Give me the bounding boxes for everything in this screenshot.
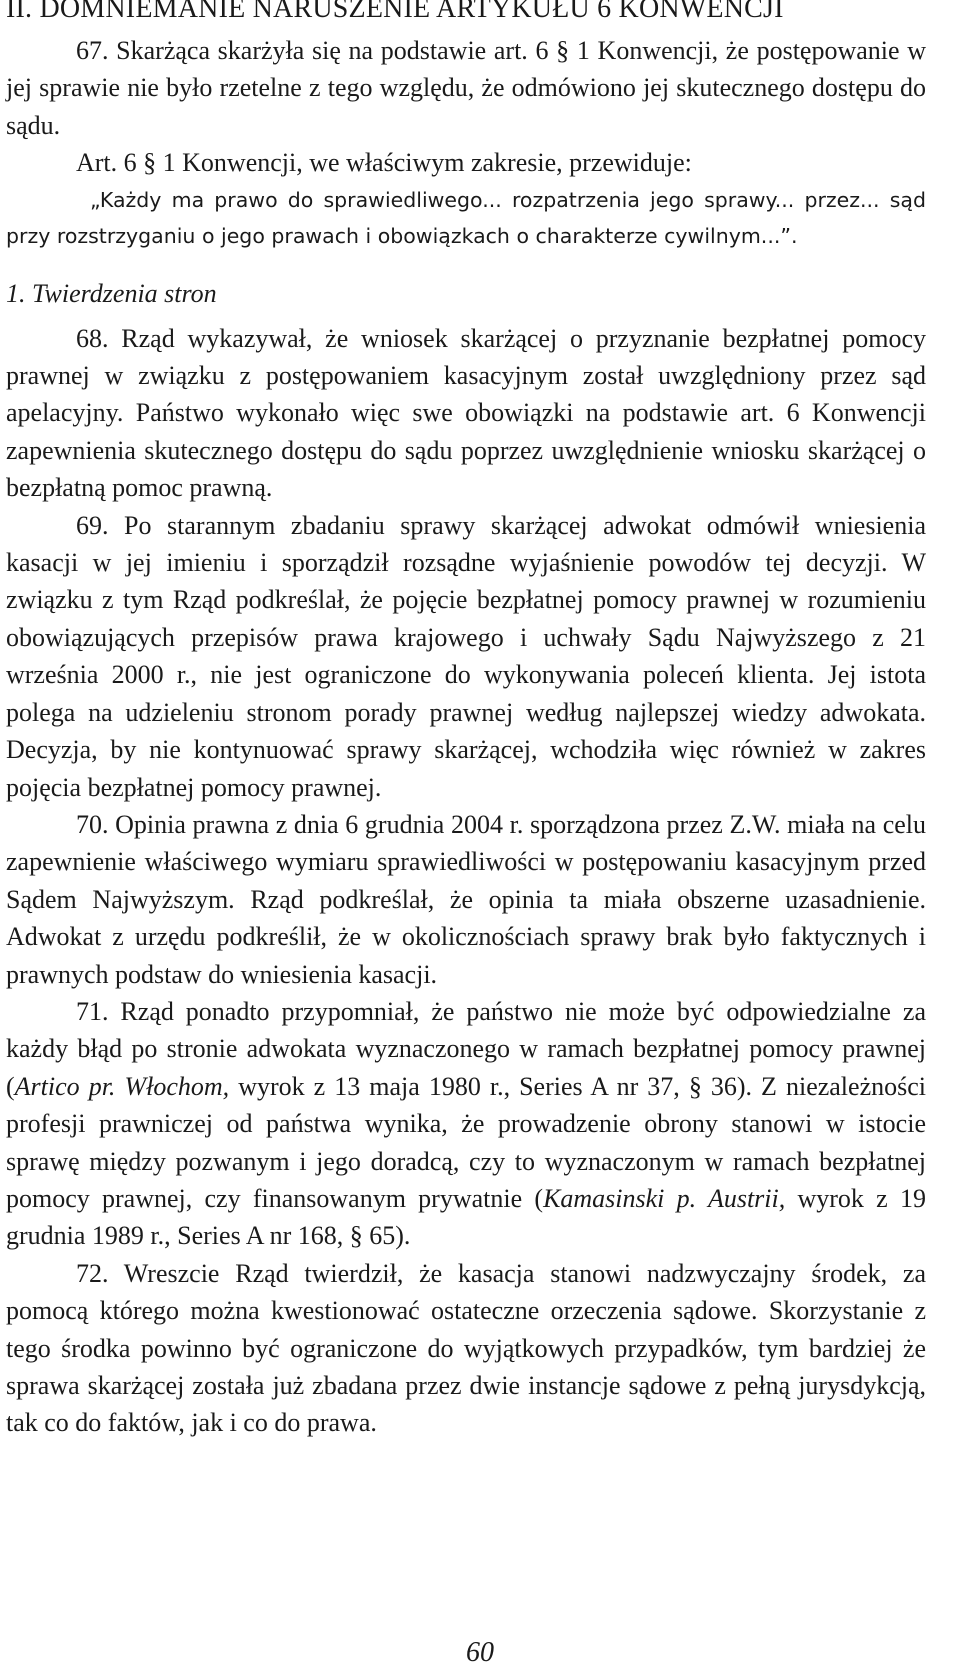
paragraph-69: 69. Po starannym zbadaniu sprawy skarżącej adwokat odmówił wniesienia kasacji w jej imieniu i sporządził rozsądne wyjaśnienie powodów tej decyzji. W związku z tym Rząd podkreślał, że pojęcie bezpłatnej pomocy prawnej w rozumieniu obowiązujących przepisów prawa krajowego i uchwały Sądu Najwyższego z 21 września 2000 r., nie jest ograniczone do wykonywania poleceń klienta. Jej istota polega na udzieleniu stronom porady prawnej według najlepszej wiedzy adwokata. Decyzja, by nie kontynuować sprawy skarżącej, wchodziła więc również w zakres pojęcia bezpłatnej pomocy prawnej. [6,510,926,802]
paragraph-67: 67. Skarżąca skarżyła się na podstawie art. 6 § 1 Konwencji, że postępowanie w jej sprawie nie było rzetelne z tego względu, że odmówiono jej skutecznego dostępu do sądu. [6,36,926,140]
page-number: 60 [466,1637,494,1668]
paragraph-72: 72. Wreszcie Rząd twierdził, że kasacja stanowi nadzwyczajny środek, za pomocą którego można kwestionować ostateczne orzeczenia sądowe. Skorzystanie z tego środka powinno być ograniczone do wyjątkowych przypadków, tym bardziej że sprawa skarżącej została już zbadana przez dwie instancje sądowe z pełną jurysdykcją, tak co do faktów, jak i co do prawa. [6,1258,926,1438]
paragraph-71-text-1: 71. Rząd ponadto przypomniał, że państwo nie może być odpowiedzialne za każdy błąd po stronie adwokata wyznaczonego w ramach bezpłatnej pomocy prawnej ( [6,996,926,1101]
paragraph-71-text-3: wyrok z 19 grudnia 1989 r., Series A nr 168, § 65). [6,1183,926,1251]
section-heading: II. DOMNIEMANIE NARUSZENIE ARTYKUŁU 6 KONWENCJI [6,0,784,24]
paragraph-71-text-2: wyrok z 13 maja 1980 r., Series A nr 37, § 36). Z niezależności profesji prawniczej od państwa wynika, że prowadzenie obrony stanowi w istocie sprawę między pozwanym i jego doradcą, czy to wyznaczonym w ramach bezpłatnej pomocy prawnej, czy finansowanym prywatnie ( [6,1071,926,1213]
article-6-quote: „Każdy ma prawo do sprawiedliwego... rozpatrzenia jego sprawy... przez... sąd przy rozstrzyganiu o jego prawach i obowiązkach o charakterze cywilnym...”. [6,187,926,249]
case-citation-kamasinski: Kamasinski p. Austrii, [543,1183,786,1213]
subheading-parties-arguments: 1. Twierdzenia stron [6,278,217,308]
text-body [6,0,926,1442]
paragraph-71 [6,993,926,1255]
article-6-intro: Art. 6 § 1 Konwencji, we właściwym zakresie, przewiduje: [76,148,692,178]
case-citation-artico: Artico pr. Włochom, [14,1071,230,1101]
paragraph-68: 68. Rząd wykazywał, że wniosek skarżącej o przyznanie bezpłatnej pomocy prawnej w związku z postępowaniem kasacyjnym został uwzględniony przez sąd apelacyjny. Państwo wykonało więc swe obowiązki na podstawie art. 6 Konwencji zapewnienia skutecznego dostępu do sądu poprzez uwzględnienie wniosku skarżącej o bezpłatną pomoc prawną. [6,323,926,503]
paragraph-70: 70. Opinia prawna z dnia 6 grudnia 2004 r. sporządzona przez Z.W. miała na celu zapewnienie właściwego wymiaru sprawiedliwości w postępowaniu kasacyjnym przed Sądem Najwyższym. Rząd podkreślał, że opinia ta miała obszerne uzasadnienie. Adwokat z urzędu podkreślił, że w okolicznościach sprawy brak było faktycznych i prawnych podstaw do wniesienia kasacji. [6,809,926,989]
